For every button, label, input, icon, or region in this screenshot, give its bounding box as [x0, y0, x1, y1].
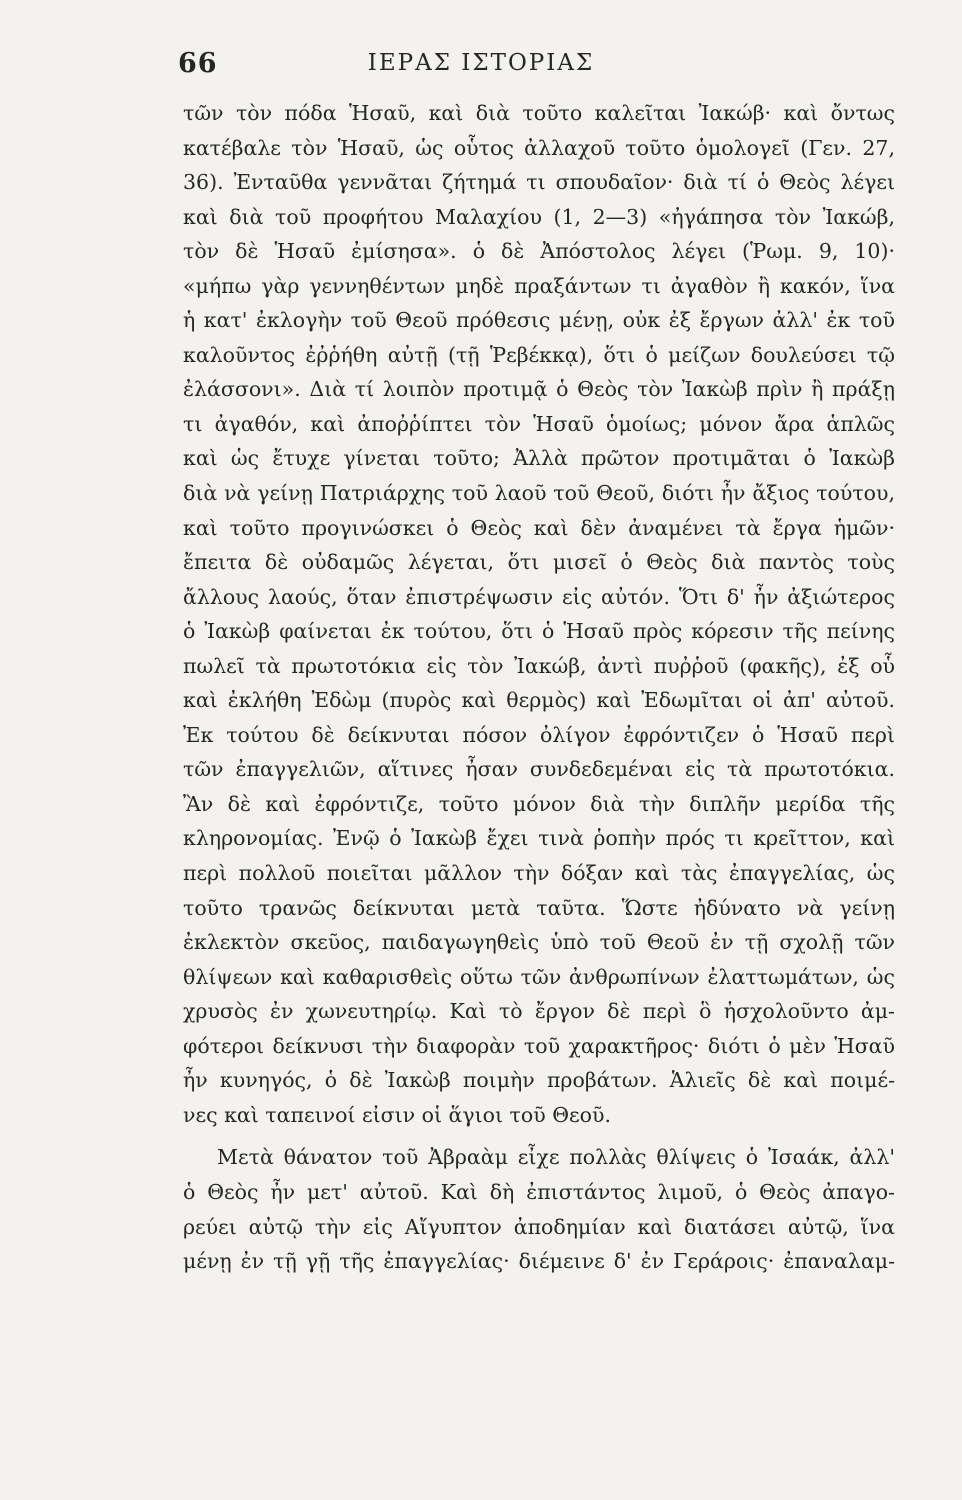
text-line: τι ἀγαθόν, καὶ ἀποῤῥίπτει τὸν Ἡσαῦ ὁμοίως; μόνον ἄρα ἁπλῶς	[183, 411, 895, 436]
running-title: ΙΕΡΑΣ ΙΣΤΟΡΙΑΣ	[367, 50, 595, 76]
text-line: καλοῦντος ἐῤῥήθη αὐτῇ (τῇ Ῥεβέκκᾳ), ὅτι ὁ μείζων δουλεύσει τῷ	[183, 342, 895, 367]
text-line: ἐλάσσονι». Διὰ τί λοιπὸν προτιμᾷ ὁ Θεὸς τὸν Ἰακὼβ πρὶν ἢ πράξῃ	[183, 377, 895, 402]
text-line: ἄλλους λαούς, ὅταν ἐπιστρέψωσιν εἰς αὐτόν. Ὅτι δ' ἦν ἀξιώτερος	[183, 584, 895, 609]
text-line: ἡ κατ' ἐκλογὴν τοῦ Θεοῦ πρόθεσις μένῃ, οὐκ ἐξ ἔργων ἀλλ' ἐκ τοῦ	[183, 308, 895, 333]
text-line: τῶν τὸν πόδα Ἡσαῦ, καὶ διὰ τοῦτο καλεῖται Ἰακώβ· καὶ ὄντως	[183, 101, 895, 125]
text-line: καὶ ὡς ἔτυχε γίνεται τοῦτο; Ἀλλὰ πρῶτον προτιμᾶται ὁ Ἰακὼβ	[183, 446, 895, 471]
paragraph	[183, 96, 895, 1132]
text-line: νες καὶ ταπεινοί εἰσιν οἱ ἅγιοι τοῦ Θεοῦ.	[183, 1102, 611, 1127]
text-line: ρεύει αὐτῷ τὴν εἰς Αἴγυπτον ἀποδημίαν καὶ διατάσει αὐτῷ, ἵνα	[183, 1214, 895, 1239]
text-line: τὸν δὲ Ἡσαῦ ἐμίσησα». ὁ δὲ Ἀπόστολος λέγει (Ῥωμ. 9, 10)·	[183, 239, 895, 264]
paragraph-spacer	[183, 1132, 895, 1140]
paragraph	[183, 1140, 895, 1278]
text-line: ἔπειτα δὲ οὐδαμῶς λέγεται, ὅτι μισεῖ ὁ Θεὸς διὰ παντὸς τοὺς	[183, 550, 895, 575]
text-line: καὶ τοῦτο προγινώσκει ὁ Θεὸς καὶ δὲν ἀναμένει τὰ ἔργα ἡμῶν·	[183, 515, 895, 540]
text-line: Μετὰ θάνατον τοῦ Ἀβραὰμ εἶχε πολλὰς θλίψεις ὁ Ἰσαάκ, ἀλλ'	[217, 1145, 895, 1170]
text-line: κληρονομίας. Ἐνῷ ὁ Ἰακὼβ ἔχει τινὰ ῥοπὴν πρός τι κρεῖττον, καὶ	[183, 826, 895, 851]
text-line: θλίψεων καὶ καθαρισθεὶς οὕτω τῶν ἀνθρωπίνων ἐλαττωμάτων, ὡς	[183, 964, 895, 989]
text-line: φότεροι δείκνυσι τὴν διαφορὰν τοῦ χαρακτῆρος· διότι ὁ μὲν Ἡσαῦ	[183, 1033, 895, 1058]
text-line: μένῃ ἐν τῇ γῇ τῆς ἐπαγγελίας· διέμεινε δ' ἐν Γεράροις· ἐπαναλαμ-	[183, 1249, 895, 1274]
page-number: 66	[178, 48, 218, 79]
text-line: χρυσὸς ἐν χωνευτηρίῳ. Καὶ τὸ ἔργον δὲ περὶ ὃ ἠσχολοῦντο ἀμ-	[183, 999, 895, 1024]
text-line: ὁ Θεὸς ἦν μετ' αὐτοῦ. Καὶ δὴ ἐπιστάντος λιμοῦ, ὁ Θεὸς ἀπαγο-	[183, 1179, 895, 1204]
text-line: 36). Ἐνταῦθα γεννᾶται ζήτημά τι σπουδαῖον· διὰ τί ὁ Θεὸς λέγει	[183, 170, 895, 195]
text-line: καὶ διὰ τοῦ προφήτου Μαλαχίου (1, 2—3) «ἠγάπησα τὸν Ἰακώβ,	[183, 204, 895, 229]
text-line: «μήπω γὰρ γεννηθέντων μηδὲ πραξάντων τι ἀγαθὸν ἢ κακόν, ἵνα	[183, 273, 895, 298]
text-line: διὰ νὰ γείνῃ Πατριάρχης τοῦ λαοῦ τοῦ Θεοῦ, διότι ἦν ἄξιος τούτου,	[183, 481, 895, 506]
text-line: περὶ πολλοῦ ποιεῖται μᾶλλον τὴν δόξαν καὶ τὰς ἐπαγγελίας, ὡς	[183, 861, 895, 886]
text-line: καὶ ἐκλήθη Ἐδὼμ (πυρὸς καὶ θερμὸς) καὶ Ἐδωμῖται οἱ ἀπ' αὐτοῦ.	[183, 688, 895, 713]
text-line: ὁ Ἰακὼβ φαίνεται ἐκ τούτου, ὅτι ὁ Ἡσαῦ πρὸς κόρεσιν τῆς πείνης	[183, 619, 895, 644]
body-text	[183, 96, 895, 1279]
text-line: ἐκλεκτὸν σκεῦος, παιδαγωγηθεὶς ὑπὸ τοῦ Θεοῦ ἐν τῇ σχολῇ τῶν	[183, 930, 895, 955]
text-line: κατέβαλε τὸν Ἡσαῦ, ὡς οὗτος ἀλλαχοῦ τοῦτο ὁμολογεῖ (Γεν. 27,	[183, 135, 895, 160]
text-line: πωλεῖ τὰ πρωτοτόκια εἰς τὸν Ἰακώβ, ἀντὶ πυῤῥοῦ (φακῆς), ἐξ οὗ	[183, 653, 895, 678]
text-line: Ἂν δὲ καὶ ἐφρόντιζε, τοῦτο μόνον διὰ τὴν διπλῆν μερίδα τῆς	[183, 791, 895, 816]
text-line: Ἐκ τούτου δὲ δείκνυται πόσον ὀλίγον ἐφρόντιζεν ὁ Ἡσαῦ περὶ	[183, 722, 895, 747]
text-line: τῶν ἐπαγγελιῶν, αἵτινες ἦσαν συνδεδεμέναι εἰς τὰ πρωτοτόκια.	[183, 757, 895, 782]
text-line: τοῦτο τρανῶς δείκνυται μετὰ ταῦτα. Ὥστε ἠδύνατο νὰ γείνῃ	[183, 895, 895, 920]
text-line: ἦν κυνηγός, ὁ δὲ Ἰακὼβ ποιμὴν προβάτων. Ἁλιεῖς δὲ καὶ ποιμέ-	[183, 1068, 895, 1093]
